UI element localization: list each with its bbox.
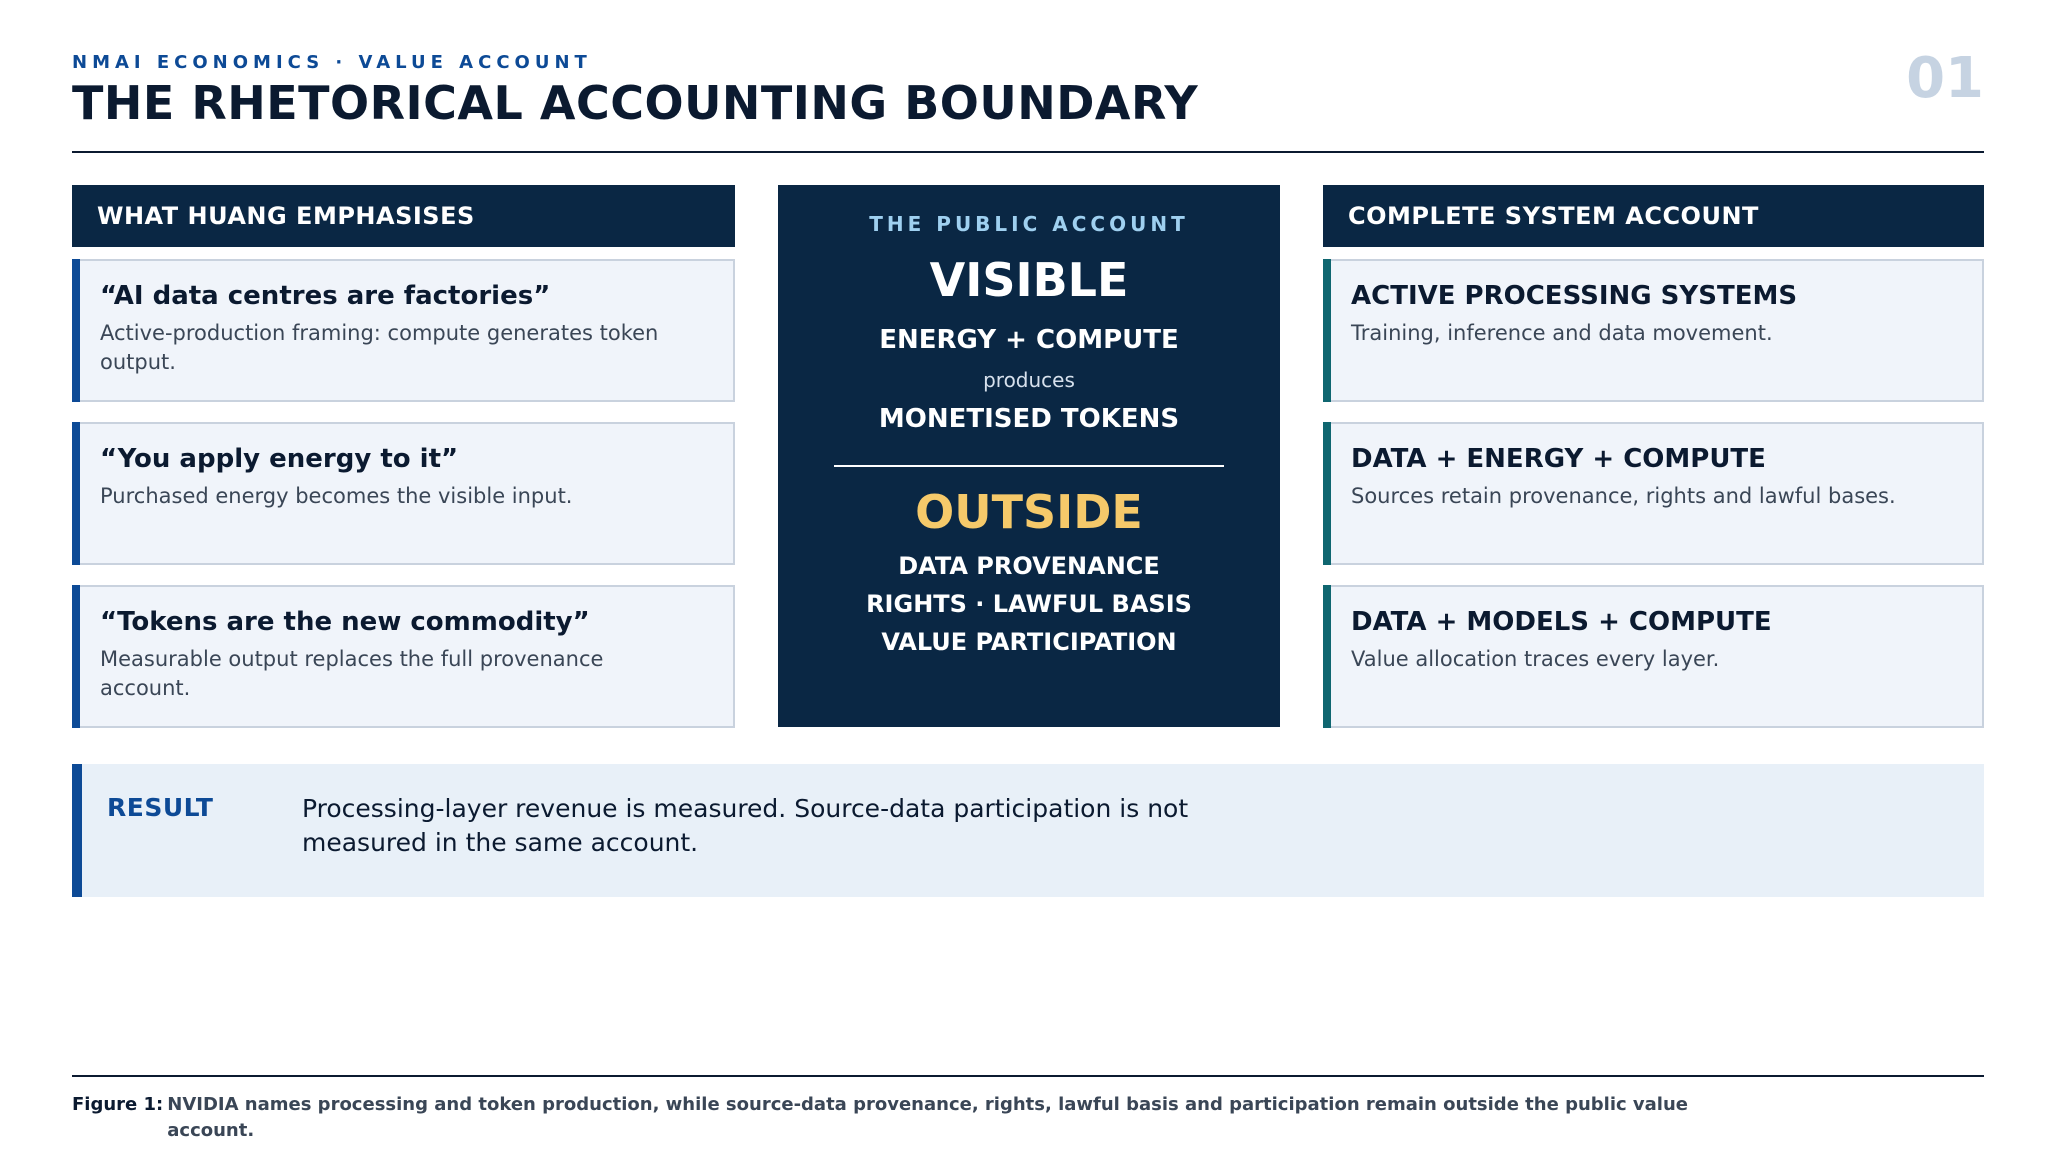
- public-account-panel: [778, 185, 1280, 727]
- card-body: Purchased energy becomes the visible input.: [100, 484, 573, 508]
- card-body: Training, inference and data movement.: [1351, 321, 1773, 345]
- panel-label: THE PUBLIC ACCOUNT: [869, 212, 1189, 236]
- card-body: Active-production framing: compute generates token output.: [100, 321, 659, 374]
- kicker: NMAI ECONOMICS · VALUE ACCOUNT: [72, 52, 592, 73]
- caption-text: NVIDIA names processing and token production, while source-data provenance, rights, lawful basis and participation remain outside the public value account.: [167, 1094, 1688, 1141]
- left-card-tokens: [72, 585, 735, 728]
- card-title: DATA + ENERGY + COMPUTE: [1351, 444, 1766, 474]
- visible-line-tokens: MONETISED TOKENS: [878, 404, 1180, 434]
- outside-item: VALUE PARTICIPATION: [881, 628, 1177, 656]
- card-accent-bar: [1323, 422, 1331, 565]
- result-accent-bar: [72, 764, 82, 897]
- card-accent-bar: [1323, 259, 1331, 402]
- panel-divider: [834, 465, 1224, 467]
- left-card-energy: [72, 422, 735, 565]
- right-column-heading: COMPLETE SYSTEM ACCOUNT: [1323, 185, 1984, 247]
- card-body: Measurable output replaces the full provenance account.: [100, 647, 604, 700]
- card-accent-bar: [72, 259, 80, 402]
- card-title: “Tokens are the new commodity”: [100, 607, 590, 637]
- page-title: THE RHETORICAL ACCOUNTING BOUNDARY: [72, 76, 1199, 130]
- figure-caption: [72, 1092, 1772, 1144]
- card-title: “You apply energy to it”: [100, 444, 459, 474]
- top-divider: [72, 151, 1984, 153]
- card-title: “AI data centres are factories”: [100, 281, 551, 311]
- right-card-data-energy: [1323, 422, 1984, 565]
- card-accent-bar: [72, 422, 80, 565]
- produces-connector: produces: [983, 368, 1075, 392]
- caption-label: Figure 1:: [72, 1094, 164, 1115]
- outside-heading: OUTSIDE: [915, 485, 1143, 539]
- right-card-data-models: [1323, 585, 1984, 728]
- card-body: Value allocation traces every layer.: [1351, 647, 1720, 671]
- card-title: ACTIVE PROCESSING SYSTEMS: [1351, 281, 1798, 311]
- slide-number: 01: [1906, 46, 1984, 111]
- left-column-heading: WHAT HUANG EMPHASISES: [72, 185, 735, 247]
- visible-line-energy-compute: ENERGY + COMPUTE: [879, 325, 1179, 355]
- card-title: DATA + MODELS + COMPUTE: [1351, 607, 1772, 637]
- visible-heading: VISIBLE: [929, 253, 1129, 307]
- left-card-factories: [72, 259, 735, 402]
- result-text: Processing-layer revenue is measured. Source-data participation is not measured in the same account.: [302, 794, 1189, 857]
- right-card-processing: [1323, 259, 1984, 402]
- outside-item: RIGHTS · LAWFUL BASIS: [866, 590, 1192, 618]
- card-accent-bar: [1323, 585, 1331, 728]
- result-label: RESULT: [107, 793, 214, 822]
- outside-item: DATA PROVENANCE: [898, 552, 1160, 580]
- result-banner: [72, 764, 1984, 897]
- card-body: Sources retain provenance, rights and lawful bases.: [1351, 484, 1896, 508]
- bottom-divider: [72, 1075, 1984, 1077]
- card-accent-bar: [72, 585, 80, 728]
